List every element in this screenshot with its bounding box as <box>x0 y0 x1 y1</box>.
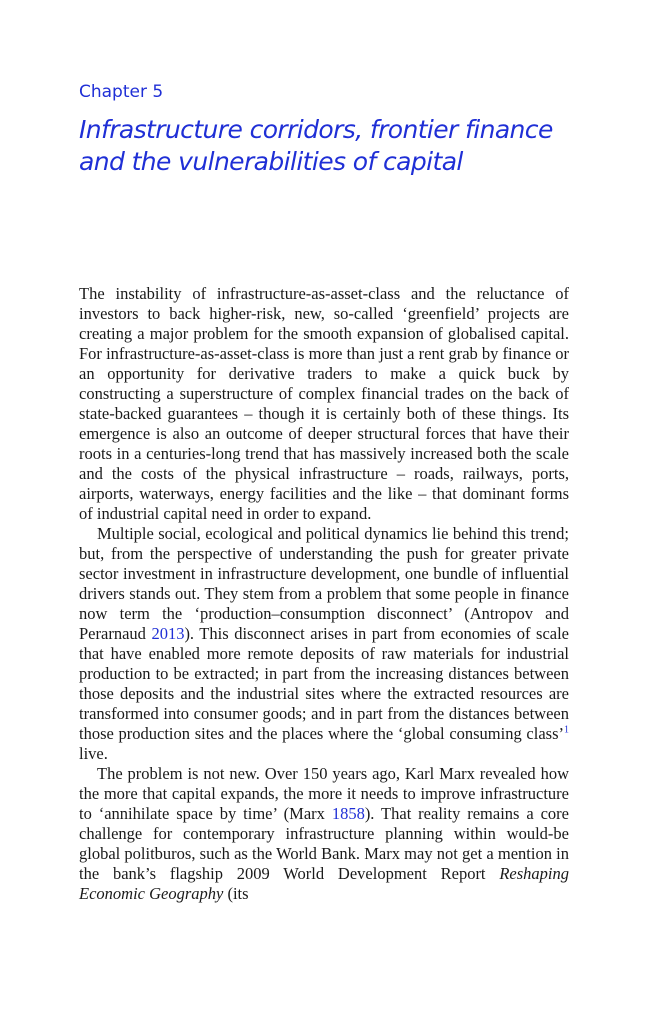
paragraph-2-text-a: Multiple social, ecological and political dynamics lie behind this trend; but, from the perspective of understanding the push for greater private sector investment in infrastructure development, one bundle of influential drivers stands out. They stem from a problem that some people in finance now term the ‘production–consumption disconnect’ (Antropov and Perarnaud <box>79 524 569 643</box>
paragraph-2-text-b: ). This disconnect arises in part from economies of scale that have enabled more remote deposits of raw materials for industrial production to be extracted; in part from the increasing distances between those deposits and the industrial sites where the extracted resources are transformed into consumer goods; and in part from the distances between those production sites and the places where the ‘global consuming class’ <box>79 624 569 743</box>
paragraph-3-text-a: The problem is not new. Over 150 years ago, Karl Marx revealed how the more that capital expands, the more it needs to improve infrastructure to ‘annihilate space by time’ (Marx <box>79 764 569 823</box>
paragraph-3-text-c: (its <box>223 884 249 903</box>
citation-link-1858[interactable]: 1858 <box>331 804 365 823</box>
paragraph-2 <box>79 524 569 764</box>
paragraph-3-text-b: ). That reality remains a core challenge for contemporary infrastructure planning within would-be global politburos, such as the World Bank. Marx may not get a mention in the bank’s flagship 2009 World Development Report <box>79 804 569 883</box>
citation-link-2013[interactable]: 2013 <box>151 624 185 643</box>
chapter-title-line-2: and the vulnerabilities of capital <box>79 147 463 176</box>
paragraph-2-text-c: live. <box>79 744 108 763</box>
report-title: Reshaping Economic Geography <box>79 864 569 903</box>
chapter-title <box>79 114 599 178</box>
chapter-title-line-1: Infrastructure corridors, frontier finance <box>79 115 553 144</box>
paragraph-3 <box>79 764 569 904</box>
paragraph-1: The instability of infrastructure-as-asset-class and the reluctance of investors to back higher-risk, new, so-called ‘greenfield’ projects are creating a major problem for the smooth expansion of globalised capital. For infrastructure-as-asset-class is more than just a rent grab by finance or an opportunity for derivative traders to make a quick buck by constructing a superstructure of complex financial trades on the back of state-backed guarantees – though it is certainly both of these things. Its emergence is also an outcome of deeper structural forces that have their roots in a centuries-long trend that has massively increased both the scale and the costs of the physical infrastructure – roads, railways, ports, airports, waterways, energy facilities and the like – that dominant forms of industrial capital need in order to expand. <box>79 284 569 523</box>
body-text <box>79 284 569 904</box>
chapter-label: Chapter 5 <box>79 82 164 102</box>
footnote-marker-1[interactable]: 1 <box>564 724 569 736</box>
